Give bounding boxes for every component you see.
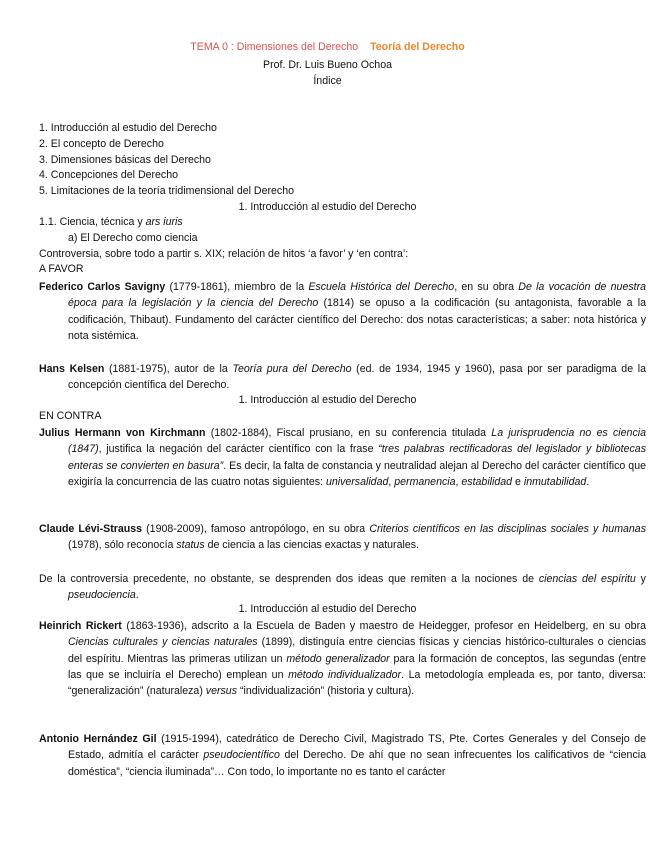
- italic-run: Ciencias culturales y ciencias naturales: [68, 636, 258, 649]
- index-label: Índice: [313, 75, 342, 87]
- text-run: para la formación de conceptos, las segundas (entre las que se incluiría el Derecho) emplean un: [68, 652, 646, 681]
- text-run: de ciencia a las ciencias exactas y naturales.: [204, 539, 419, 552]
- italic-run: Escuela Histórica del Derecho: [308, 281, 455, 293]
- subsection-a: a) El Derecho como ciencia: [68, 232, 198, 244]
- controversy-conclusion: [39, 571, 646, 604]
- italic-run: De la vocación de nuestra época para la legislación y la ciencia del Derecho: [68, 281, 646, 310]
- italic-run: método individualizador: [288, 668, 402, 681]
- italic-run: “tres palabras rectificadoras del legislador y bibliotecas enteras se convierten en basura”: [68, 443, 646, 472]
- text-run: (1802-1884), Fiscal prusiano, en su conferencia titulada: [205, 427, 492, 439]
- italic-run: inmutabilidad: [523, 475, 587, 488]
- subsection-italic: ars iuris: [145, 216, 183, 228]
- italic-run: universalidad: [325, 475, 389, 488]
- author-name: Julius Hermann von Kirchmann: [39, 427, 206, 439]
- subsection-text: 1.1. Ciencia, técnica y: [39, 216, 146, 228]
- text-run: (1881-1975), autor de la: [104, 363, 233, 375]
- text-run: , en su obra: [454, 281, 519, 293]
- controversy-intro: Controversia, sobre todo a partir s. XIX; relación de hitos ‘a favor’ y ‘en contra’:: [39, 248, 409, 260]
- author-name: Antonio Hernández Gil: [39, 733, 157, 745]
- text-run: .: [586, 475, 590, 488]
- section-heading: 1. Introducción al estudio del Derecho: [238, 201, 417, 213]
- text-run: (1899), distinguía entre ciencias físicas y ciencias histórico-culturales o ciencias del espíritu. Mientras las primeras utilizan un: [68, 636, 647, 665]
- text-run: e: [512, 475, 524, 488]
- text-run: , justifica la negación del carácter científico con la frase: [98, 443, 379, 456]
- italic-run: pseudocientífico: [203, 749, 280, 762]
- index-item: 5. Limitaciones de la teoría tridimensional del Derecho: [39, 185, 294, 197]
- text-run: (1814) se opuso a la codificación (su antagonista, favorable a la codificación, Thibaut). Fundamento del carácter científico del Derecho: dos notas características; a saber: nota histórica y nota sistémica.: [68, 297, 646, 342]
- author-name: Heinrich Rickert: [39, 620, 122, 632]
- text-run: (1978), sólo reconocía: [68, 539, 177, 552]
- rickert-paragraph: [39, 618, 646, 699]
- kelsen-paragraph: [39, 361, 646, 394]
- italic-run: Criterios científicos en las disciplinas sociales y humanas: [369, 523, 646, 535]
- text-run: (ed. de 1934, 1945 y 1960), pasa por ser paradigma de la concepción científica del Derecho.: [68, 363, 646, 392]
- author-line: Prof. Dr. Luis Bueno Ochoa: [263, 59, 392, 71]
- index-item: 3. Dimensiones básicas del Derecho: [39, 154, 211, 166]
- tema-title: TEMA 0 : Dimensiones del Derecho: [190, 41, 359, 53]
- section-heading: 1. Introducción al estudio del Derecho: [238, 394, 417, 406]
- italic-run: método generalizador: [286, 652, 390, 665]
- index-item: 2. El concepto de Derecho: [39, 138, 164, 150]
- levi-strauss-paragraph: [39, 521, 646, 554]
- text-run: (1863-1936), adscrito a la Escuela de Baden y maestro de Heidegger, profesor en Heidelberg, en su obra: [121, 620, 646, 632]
- italic-run: versus: [205, 685, 237, 698]
- text-run: (1779-1861), miembro de la: [165, 281, 309, 293]
- section-heading: 1. Introducción al estudio del Derecho: [238, 603, 417, 615]
- text-run: del Derecho. De ahí que no sean infrecuentes los calificativos de “ciencia doméstica”, “ciencia iluminada”… Con todo, lo importante no es tanto el carácter: [68, 749, 646, 778]
- text-run: ,: [455, 475, 462, 488]
- text-run: (1915-1994), catedrático de Derecho Civil, Magistrado TS, Pte. Cortes Generales y del Consejo de Estado, admitía el carácter: [68, 733, 646, 762]
- italic-run: Teoría pura del Derecho: [232, 363, 352, 375]
- subject-title: Teoría del Derecho: [370, 41, 465, 53]
- italic-run: permanencia: [394, 475, 456, 488]
- index-item: 4. Concepciones del Derecho: [39, 169, 178, 181]
- italic-run: pseudociencia: [68, 589, 136, 602]
- author-name: Federico Carlos Savigny: [39, 281, 166, 293]
- en-contra-label: EN CONTRA: [39, 410, 102, 422]
- author-name: Claude Lévi-Strauss: [39, 523, 143, 535]
- subsection-heading: [39, 216, 183, 228]
- text-run: “individualización” (historia y cultura).: [237, 685, 415, 698]
- text-run: . Es decir, la falta de constancia y neutralidad alejan al Derecho del carácter científico que exigiría la concurrencia de las cuatro notas siguientes:: [68, 459, 646, 488]
- text-run: y: [635, 573, 646, 585]
- text-run: De la controversia precedente, no obstante, se desprenden dos ideas que remiten a la nociones de: [39, 573, 539, 585]
- savigny-paragraph: [39, 279, 646, 344]
- document-title: [0, 41, 655, 53]
- text-run: ,: [388, 475, 395, 488]
- text-run: . La metodología empleada es, por tanto, diversa: “generalización” (naturaleza): [68, 668, 646, 698]
- text-run: .: [135, 589, 139, 602]
- text-run: (1908-2009), famoso antropólogo, en su obra: [142, 523, 370, 535]
- kirchmann-paragraph: [39, 425, 646, 490]
- index-item: 1. Introducción al estudio del Derecho: [39, 122, 217, 134]
- author-name: Hans Kelsen: [39, 363, 105, 375]
- italic-run: La jurisprudencia no es ciencia (1847): [68, 427, 646, 456]
- a-favor-label: A FAVOR: [39, 263, 84, 275]
- italic-run: ciencias del espíritu: [538, 573, 636, 585]
- italic-run: status: [176, 539, 205, 552]
- hernandez-gil-paragraph: [39, 731, 646, 780]
- italic-run: estabilidad: [461, 475, 513, 488]
